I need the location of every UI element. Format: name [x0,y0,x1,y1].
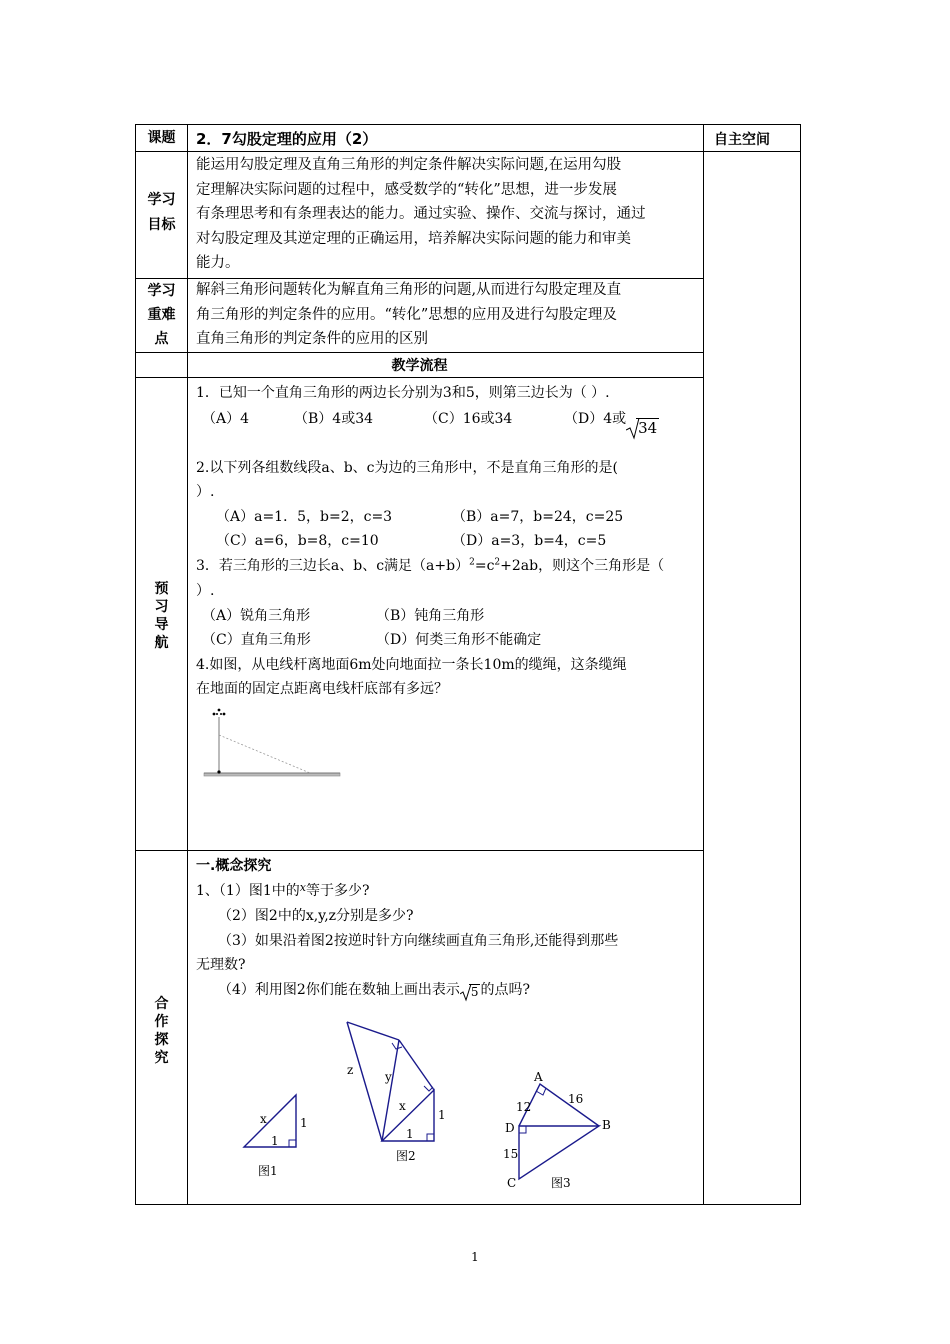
preview-label [136,580,187,652]
objectives-line: 有条理思考和有条理表达的能力。通过实验、操作、交流与探讨，通过 [196,206,646,222]
fig3-D-label: D [505,1121,515,1135]
row-divider-header [136,151,801,152]
objectives-label-1: 学习 [147,192,176,208]
q3-option-d: （D）何类三角形不能确定 [376,632,542,648]
fig1-x-label: x [260,1112,267,1126]
fig3-15-label: 15 [503,1147,519,1161]
fig3-C-label: C [507,1176,517,1190]
keypoints-label-1: 学习 [147,283,176,299]
q3-option-c: （C）直角三角形 [202,632,311,648]
fig3-12-label: 12 [516,1100,532,1114]
sqrt-5-radicand: 5 [470,985,479,999]
q3-stem-post: +2ab，则这个三角形是（ [500,558,665,574]
keypoints-label-2: 重难 [147,307,176,323]
fig3-B-label: B [602,1118,611,1132]
q3-sup-2: 2 [494,557,501,568]
q3-stem-mid: =c [474,558,495,574]
q2-option-b: （B）a=7，b=24，c=25 [452,509,624,525]
keypoints-line: 解斜三角形问题转化为解直角三角形的问题,从而进行勾股定理及直 [196,282,622,298]
concept-section-title: 一.概念探究 [196,858,272,874]
keypoints-line: 角三角形的判定条件的应用。“转化”思想的应用及进行勾股定理及 [196,306,617,323]
objectives-line: 定理解决实际问题的过程中，感受数学的“转化”思想，进一步发展 [196,181,617,198]
fig1-one-side-label: 1 [300,1116,308,1130]
keypoints-text [196,278,701,352]
sqrt-34 [626,418,659,437]
q1-option-d [564,408,659,437]
coop-q4-prefix: （4）利用图2你们能在数轴上画出表示 [218,982,460,998]
objectives-line: 能力。 [196,255,240,271]
flow-title: 教学流程 [391,358,448,374]
lesson-table [135,124,801,1205]
q4-line-2: 在地面的固定点距离电线杆底部有多远？ [196,681,448,697]
fig3-triangle-BCD [519,1126,599,1179]
coop-q1-prefix: 1、（1）图1中的 [196,883,300,899]
row-divider-preview [136,850,703,851]
fig3-caption: 图3 [551,1176,571,1190]
fig2-y-label: y [385,1070,392,1084]
objectives-text [196,153,701,276]
fig2-one-base-label: 1 [406,1127,414,1141]
page-number: 1 [471,1250,479,1264]
q4-line-1: 4.如图，从电线杆离地面6m处向地面拉一条长10m的缆绳，这条缆绳 [196,657,627,673]
q1-option-d-text: （D）4或 [564,411,627,427]
coop-q1-var: x [299,881,306,894]
row-divider-keypoints [136,352,703,353]
topic-label: 课题 [147,130,176,146]
q1-stem: 1．已知一个直角三角形的两边长分别为3和5，则第三边长为（ ）. [196,385,610,401]
row-divider-flow [136,377,703,378]
fig2-x-label: x [399,1099,406,1113]
q3-option-a: （A）锐角三角形 [202,608,311,624]
q2-option-d: （D）a=3，b=4，c=5 [452,533,607,549]
coop-q2: （2）图2中的x,y,z分别是多少? [218,908,414,924]
sqrt-34-radicand: 34 [638,419,658,437]
fig1-triangle [244,1095,296,1147]
page-title: 2．7勾股定理的应用（2） [196,130,378,148]
objectives-line: 能运用勾股定理及直角三角形的判定条件解决实际问题,在运用勾股 [196,157,622,173]
q3-stem-1 [196,555,664,575]
keypoints-line: 直角三角形的判定条件的应用的区别 [196,331,428,347]
q2-option-c: （C）a=6，b=8，c=10 [216,533,379,549]
coop-q3-line-1: （3）如果沿着图2按逆时针方向继续画直角三角形,还能得到那些 [218,933,619,949]
q3-sup-1: 2 [469,557,475,568]
cooperate-label-text: 合作探究 [154,996,169,1066]
pole-figure [200,703,344,779]
col-divider-right [703,125,704,1205]
fig3-16-label: 16 [568,1092,584,1106]
q3-stem-2: ）. [196,583,215,599]
objectives-label-2: 目标 [147,217,176,233]
q2-option-a: （A）a=1．5，b=2，c=3 [216,509,393,525]
fig2-caption: 图2 [396,1149,416,1163]
cooperate-label [136,995,187,1070]
coop-q1-suffix: 等于多少? [305,883,370,899]
q1-option-c: （C）16或34 [424,411,513,427]
coop-q3-line-2: 无理数? [196,957,246,973]
self-space-label: 自主空间 [714,132,770,148]
preview-label-text: 预习导航 [154,581,169,651]
q1-option-b: （B）4或34 [294,411,374,427]
q3-stem-pre: 3．若三角形的三边长a、b、c满足（a+b） [196,558,470,574]
fig2-z-label: z [347,1063,354,1077]
fig1-caption: 图1 [258,1164,278,1178]
col-divider-left [187,125,188,1205]
keypoints-label-3: 点 [154,331,169,347]
fig2-one-side-label: 1 [438,1108,446,1122]
q1-option-a: （A）4 [202,411,250,427]
coop-q1 [196,880,369,900]
triangle-figures [236,1015,656,1195]
q3-option-b: （B）钝角三角形 [376,608,485,624]
q2-stem-1: 2.以下列各组数线段a、b、c为边的三角形中，不是直角三角形的是( [196,460,618,476]
q2-stem-2: ）. [196,484,215,500]
coop-q4 [218,979,530,999]
fig3-A-label: A [534,1070,543,1084]
objectives-line: 对勾股定理及其逆定理的正确运用，培养解决实际问题的能力和审美 [196,230,631,247]
coop-q4-suffix: 的点吗? [480,982,530,998]
fig1-one-base-label: 1 [271,1134,279,1148]
sqrt-5 [460,984,481,1000]
